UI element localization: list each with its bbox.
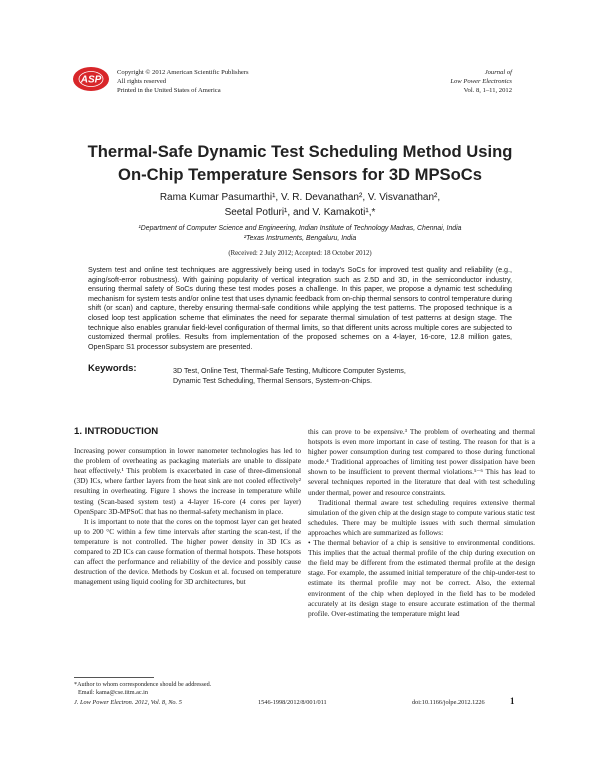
authors-line-1: Rama Kumar Pasumarthi¹, V. R. Devanathan², V. Visvanathan²,	[159, 192, 441, 203]
copyright-line: Copyright © 2012 American Scientific Publishers	[117, 69, 249, 76]
abstract: System test and online test techniques are aggressively being used in today's SoCs for improved test quality and reliability (e.g., aging/soft-error robustness). With gaining popularity of vertical integration such as 2.5D and 3D, in the semiconductor industry, ensuring thermal safety of SoCs during these test modes poses a challenge. In this paper, we propose a dynamic test scheduling mechanism for system tests and/or online test that uses dynamic feedback from on-chip thermal sensors to control temperature during shift (or scan) and capture, thereby ensuring thermal-safe conditions while applying the test patterns. The proposed technique is a closed loop test application scheme that eliminates the need for separate thermal simulation of test patterns at design stage. The technique also enables granular field-level configuration of thermal limits, so that different units across multiple cores are subjected to customized thermal profiles. Results from implementation of the proposed schemes on a 4-layer, 16-core, 12.8 million gates, OpenSparc S1 processor subsystem are presented.	[88, 266, 512, 351]
title-line-1: Thermal-Safe Dynamic Test Scheduling Method Using	[87, 142, 513, 161]
intro-paragraph-3: this can prove to be expensive.³ The problem of overheating and thermal hotspots is even more important in case of testing. The reason for that is a higher power consumption during test compared to those during functional mode.⁴ Traditional approaches of limiting test power dissipation have been shown to be insufficient to prevent thermal violations.⁵⁻⁶ This has lead to several techniques reported in the literature that deal with test scheduling under thermal, power and resource constraints.	[308, 427, 535, 497]
intro-paragraph-2: It is important to note that the cores on the topmost layer can get heated up to 200 °C within a few time intervals after starting the scan-test, if the temperature is not controlled. The higher power density in 3D ICs as compared to 2D ICs can cause formation of thermal hotspots. These hotspots can affect the performance and reliability of the device and possibly cause destruction of the device. Methods by Coskun et al. focused on temperature management using liquid cooling for 3D architectures, but	[74, 516, 301, 587]
footer-citation: J. Low Power Electron. 2012, Vol. 8, No. 5	[74, 699, 182, 706]
page-number: 1	[510, 696, 515, 706]
printed-line: Printed in the United States of America	[117, 87, 221, 94]
right-column	[308, 427, 535, 619]
left-column	[74, 427, 301, 587]
received-dates: (Received: 2 July 2012; Accepted: 18 October 2012)	[228, 250, 372, 257]
keywords-label: Keywords:	[88, 363, 137, 374]
intro-paragraph-4: Traditional thermal aware test scheduling requires extensive thermal simulation of the given chip at the design stage to compute various static test schedules. There may be multiple issues with such thermal simulation approaches which are summarized as follows:	[308, 497, 535, 537]
journal-info	[450, 68, 512, 95]
publisher-notice	[117, 68, 249, 95]
keywords-list: 3D Test, Online Test, Thermal-Safe Testing, Multicore Computer Systems, Dynamic Test Scheduling, Thermal Sensors, System-on-Chips.	[173, 367, 406, 385]
affiliations	[60, 224, 540, 243]
journal-line-2: Low Power Electronics	[450, 78, 512, 85]
footer-doi: doi:10.1166/jolpe.2012.1226	[412, 699, 485, 706]
journal-line-1: Journal of	[484, 69, 512, 76]
affiliation-2: ²Texas Instruments, Bengaluru, India	[243, 234, 357, 242]
footnote-line-1: *Author to whom correspondence should be addressed.	[74, 681, 212, 688]
intro-bullet-1: • The thermal behavior of a chip is sensitive to environmental conditions. This implies that the actual thermal profile of the chip during execution on the field may be different from the estimated thermal profile at the design stage. For example, the assumed initial temperature of the chip-under-test to estimate its thermal profile may not be correct. Also, the external environment of the chip when deployed in the field has to be modeled accurately at its design stage to ensure accurate estimation of the thermal profile. Over-estimating the temperature might lead	[308, 538, 535, 618]
affiliation-1: ¹Department of Computer Science and Engineering, Indian Institute of Technology Madras, Chennai, India	[138, 225, 462, 232]
journal-volume: Vol. 8, 1–11, 2012	[463, 87, 512, 94]
footer-issn: 1546-1998/2012/8/001/011	[258, 699, 327, 706]
section-heading: 1. INTRODUCTION	[74, 426, 159, 437]
footnote-line-2: Email: kama@cse.iitm.ac.in	[78, 689, 148, 696]
authors-line-2: Seetal Potluri¹, and V. Kamakoti¹,*	[224, 207, 376, 218]
paper-title	[60, 140, 540, 186]
asp-logo	[72, 66, 110, 92]
intro-paragraph-1: Increasing power consumption in lower nanometer technologies has led to the problem of overheating as packaging materials are unable to dissipate heat effectively.¹ This problem is exacerbated in case of three-dimensional (3D) ICs, where farther layers from the heat sink are not cooled effectively² resulting in overheating. Figure 1 shows the increase in temperature while testing (Scan-based system test) a 4-layer 16-core (4 cores per layer) OpenSparc 3D-MPSoC that has no thermal-safety mechanism in place.	[74, 446, 301, 516]
author-list	[60, 190, 540, 220]
rights-line: All rights reserved	[117, 78, 167, 85]
logo-text: ASP	[80, 74, 102, 86]
title-line-2: On-Chip Temperature Sensors for 3D MPSoCs	[118, 165, 482, 184]
footnote	[74, 681, 211, 697]
footnote-rule	[74, 677, 154, 678]
